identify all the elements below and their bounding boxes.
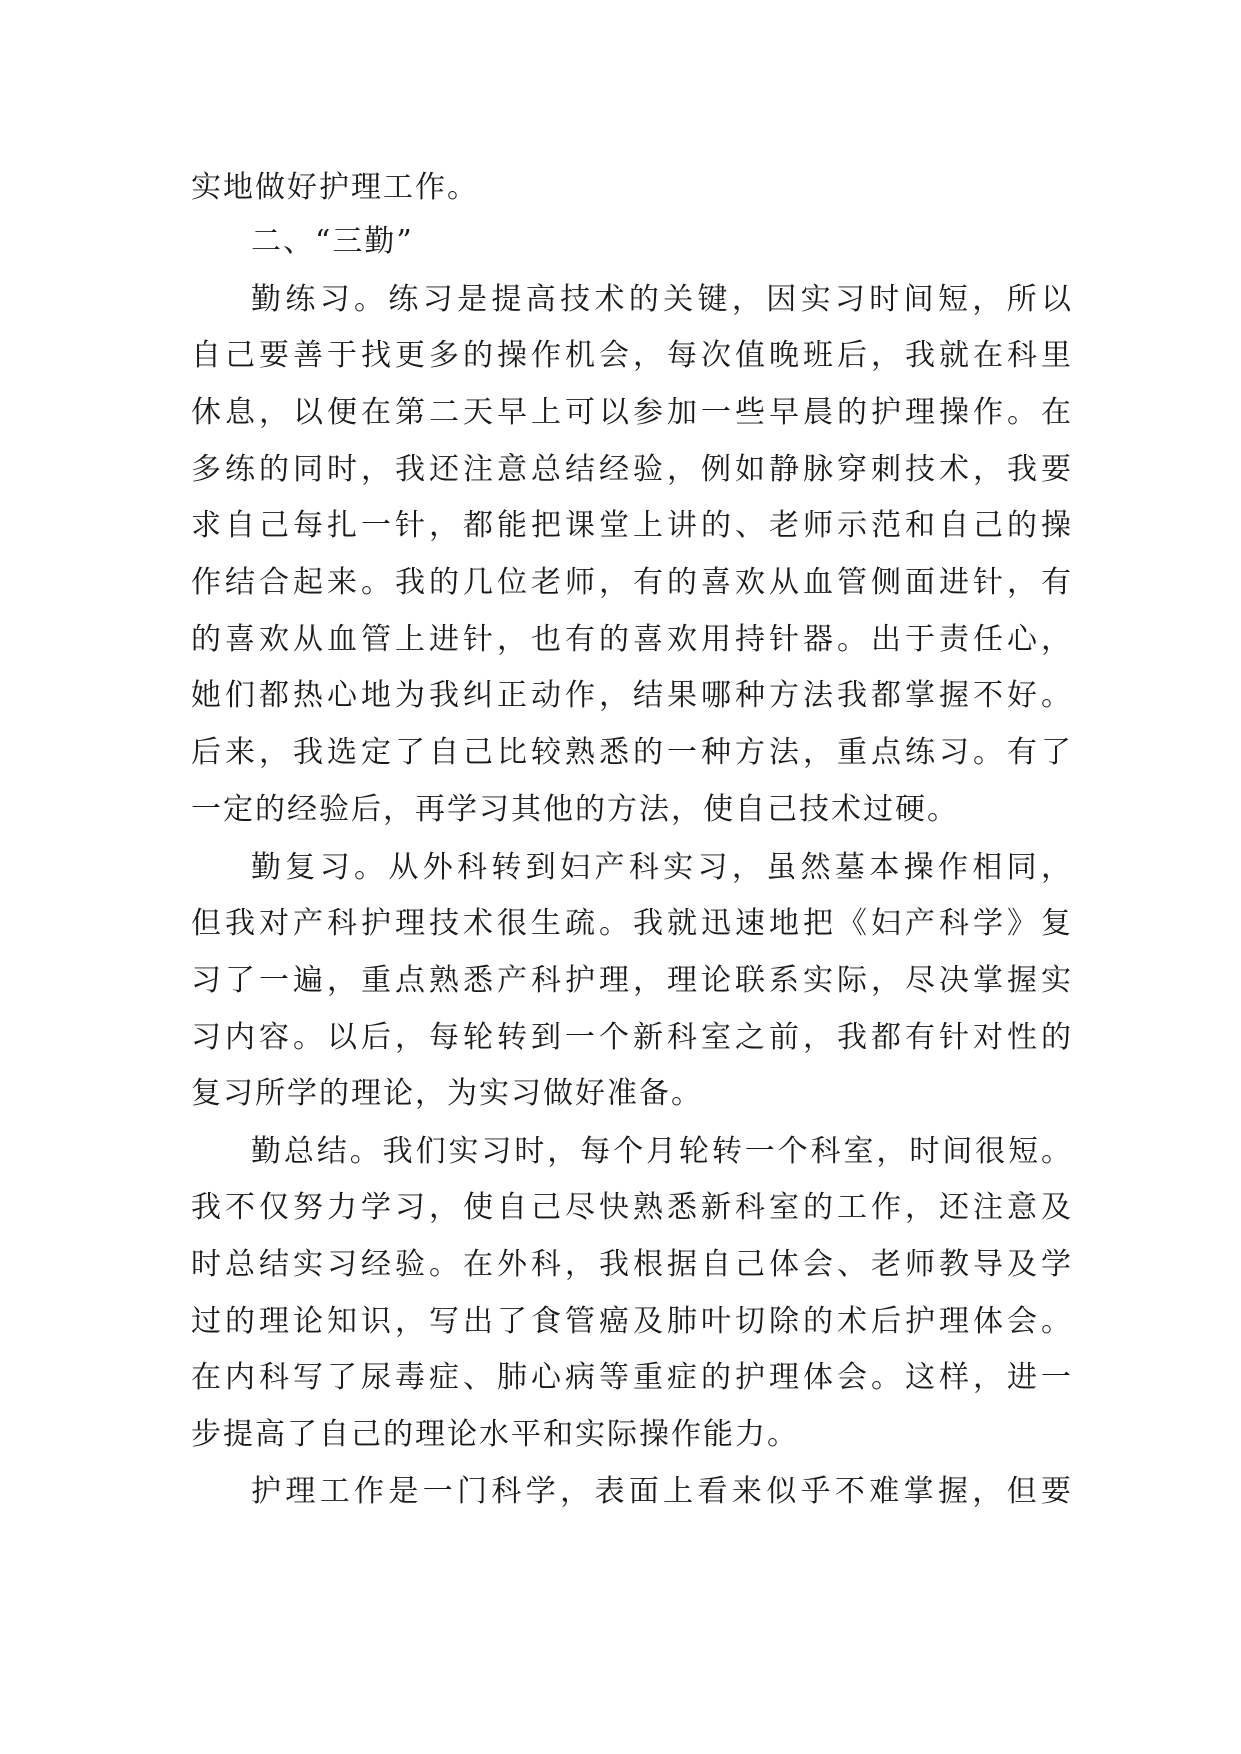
text-line: 多练的同时，我还注意总结经验，例如静脉穿刺技术，我要	[191, 452, 1071, 487]
text-line: 休息，以便在第二天早上可以参加一些早晨的护理操作。在	[191, 395, 1071, 430]
text-line: 自己要善于找更多的操作机会，每次值晚班后，我就在科里	[191, 338, 1071, 373]
text-line: 她们都热心地为我纠正动作，结果哪种方法我都掌握不好。	[191, 678, 1071, 713]
section-heading: 二、“三勤”	[251, 224, 414, 259]
text-line: 习内容。以后，每轮转到一个新科室之前，我都有针对性的	[191, 1020, 1071, 1055]
text-line: 复习所学的理论，为实习做好准备。	[191, 1076, 703, 1111]
text-line: 勤总结。我们实习时，每个月轮转一个科室，时间很短。	[251, 1134, 1071, 1169]
text-line: 作结合起来。我的几位老师，有的喜欢从血管侧面进针，有	[191, 565, 1071, 600]
text-line: 护理工作是一门科学，表面上看来似乎不难掌握，但要	[251, 1474, 1071, 1509]
text-line: 一定的经验后，再学习其他的方法，使自己技术过硬。	[191, 792, 959, 827]
text-line: 过的理论知识，写出了食管癌及肺叶切除的术后护理体会。	[191, 1304, 1071, 1339]
text-line: 求自己每扎一针，都能把课堂上讲的、老师示范和自己的操	[191, 508, 1071, 543]
text-line: 时总结实习经验。在外科，我根据自己体会、老师教导及学	[191, 1247, 1071, 1282]
text-line: 步提高了自己的理论水平和实际操作能力。	[191, 1417, 799, 1452]
text-line: 习了一遍，重点熟悉产科护理，理论联系实际，尽决掌握实	[191, 963, 1071, 998]
text-line: 后来，我选定了自己比较熟悉的一种方法，重点练习。有了	[191, 735, 1071, 770]
text-line: 的喜欢从血管上进针，也有的喜欢用持针器。出于责任心，	[191, 622, 1071, 657]
text-line: 在内科写了尿毒症、肺心病等重症的护理体会。这样，进一	[191, 1360, 1071, 1395]
text-line: 勤复习。从外科转到妇产科实习，虽然墓本操作相同，	[251, 850, 1071, 885]
text-line: 我不仅努力学习，使自己尽快熟悉新科室的工作，还注意及	[191, 1190, 1071, 1225]
text-line: 勤练习。练习是提高技术的关键，因实习时间短，所以	[251, 282, 1071, 317]
text-line: 但我对产科护理技术很生疏。我就迅速地把《妇产科学》复	[191, 906, 1071, 941]
text-line: 实地做好护理工作。	[191, 170, 479, 205]
